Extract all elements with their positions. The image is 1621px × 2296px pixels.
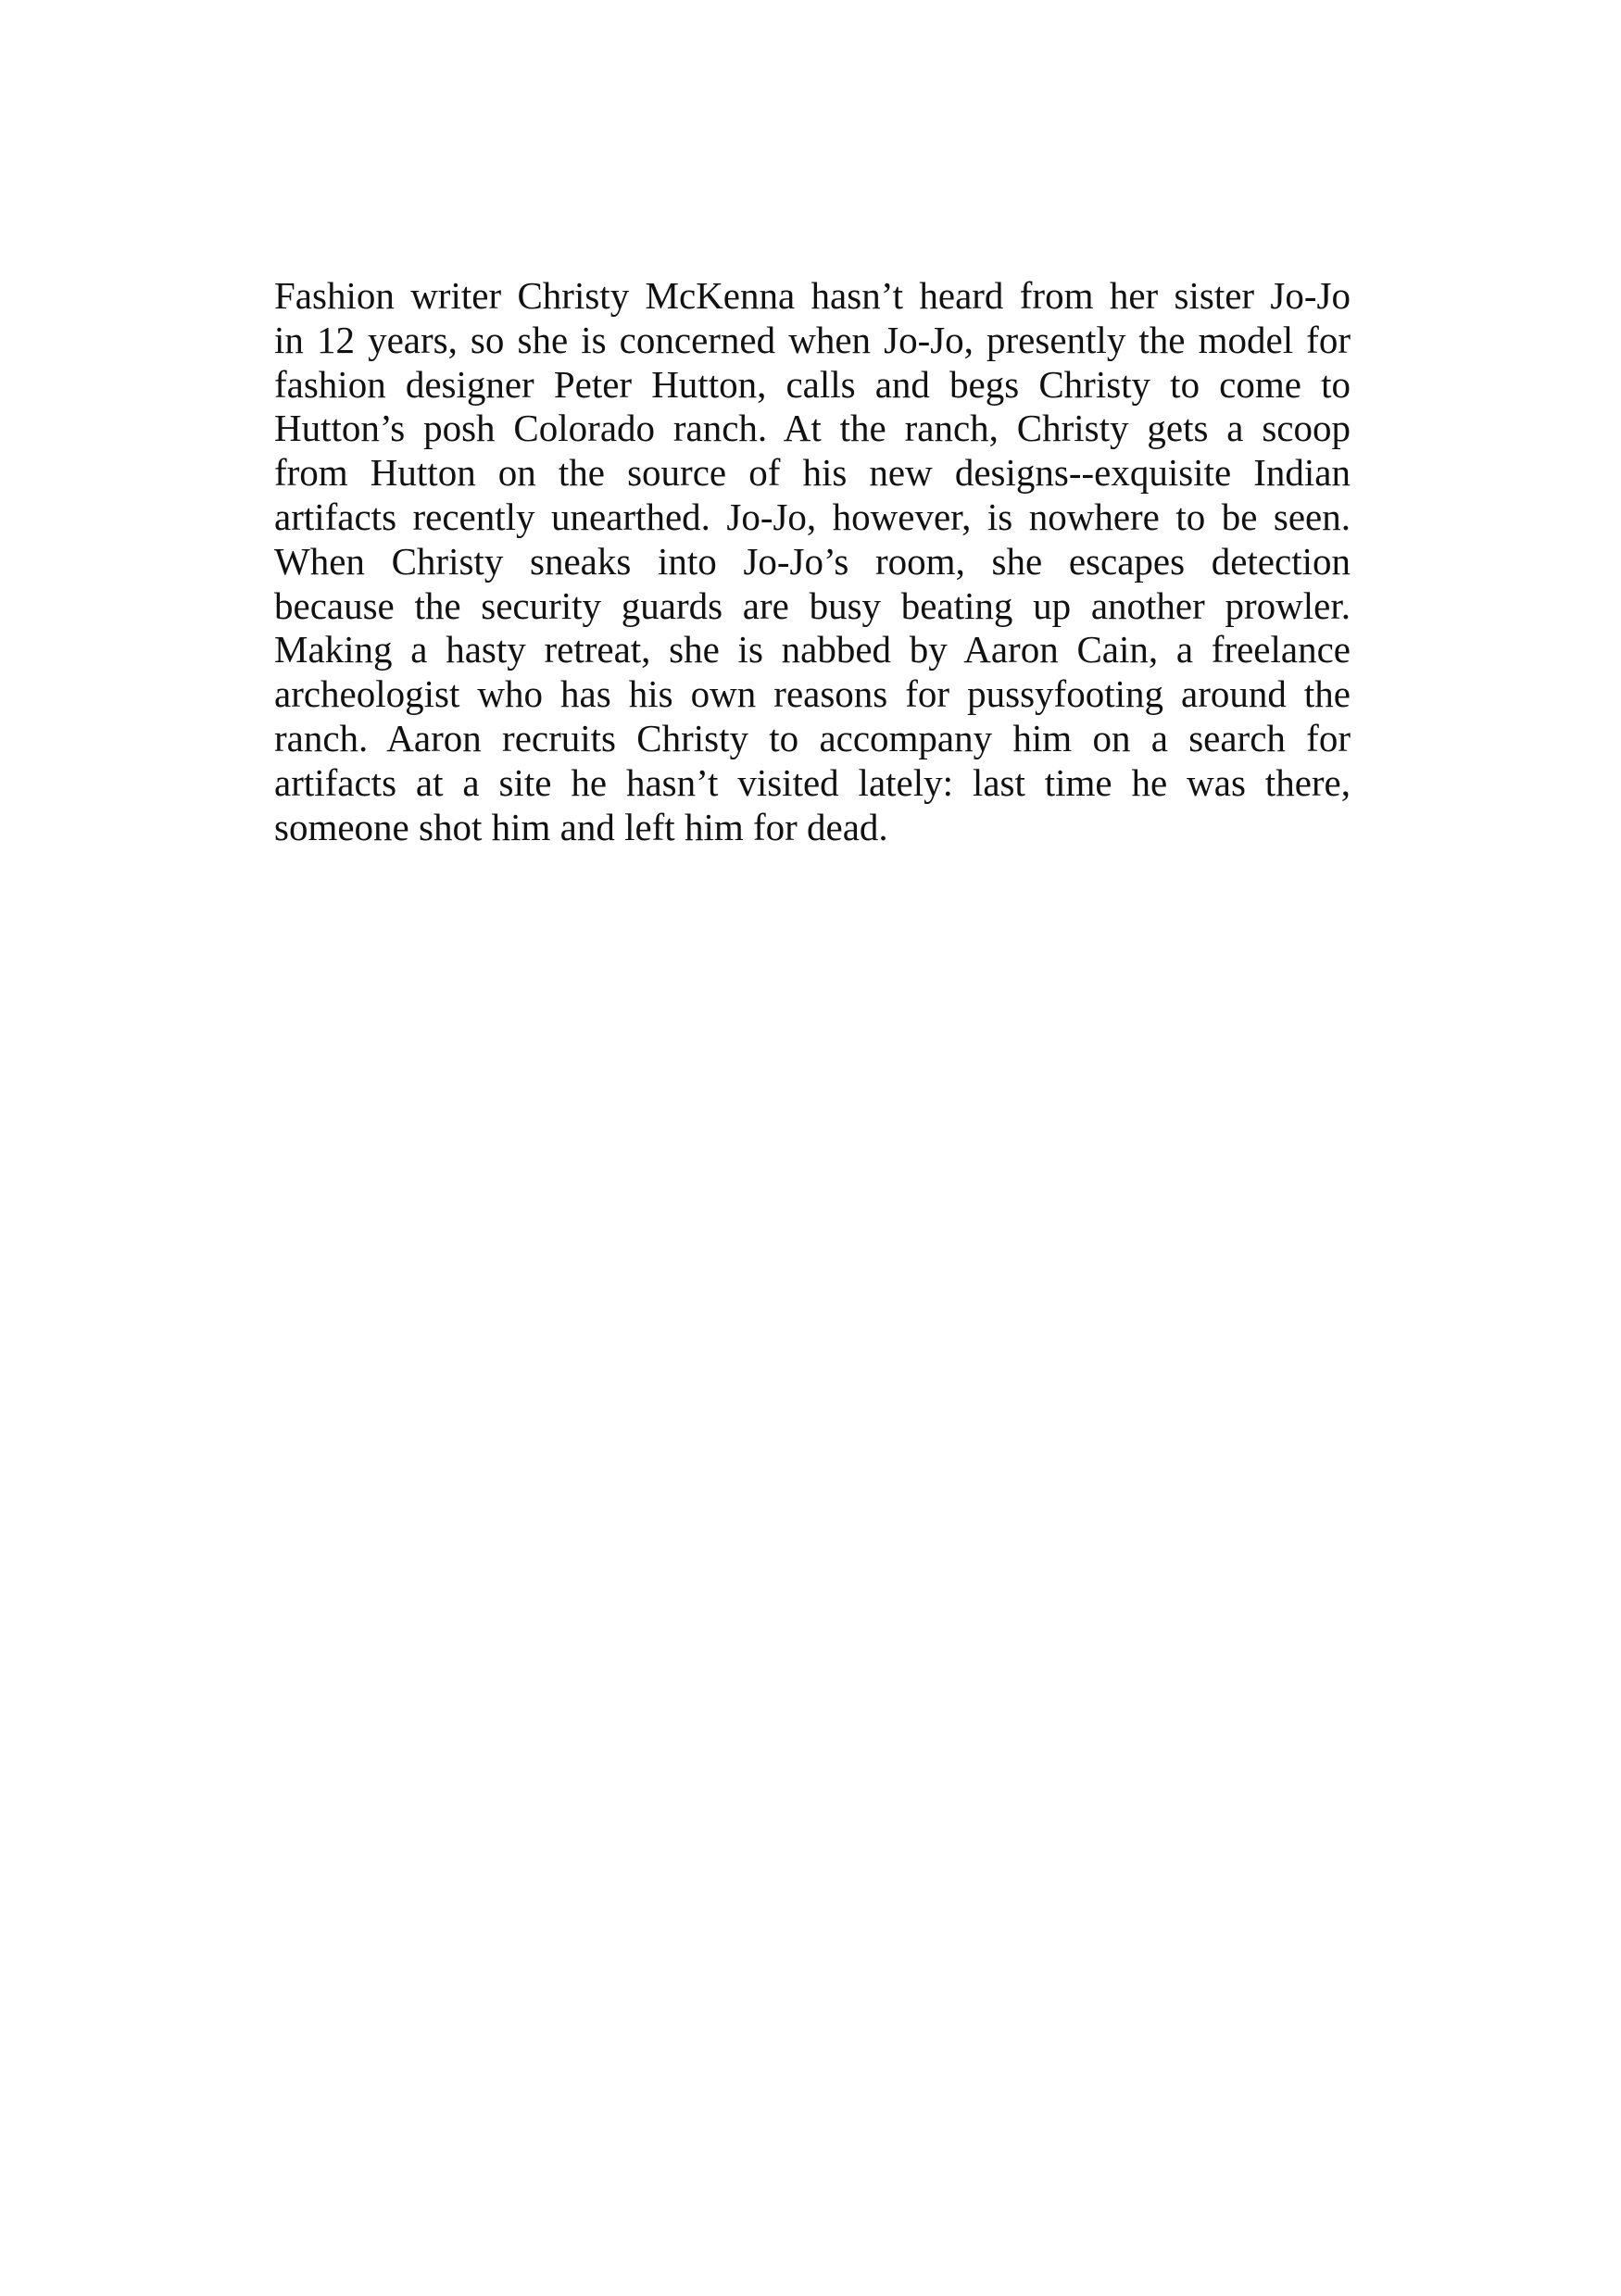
paragraph-line: in 12 years, so she is concerned when Jo-Jo, presently the model for (274, 318, 1351, 361)
synopsis-paragraph (274, 274, 1351, 849)
paragraph-line: Hutton’s posh Colorado ranch. At the ranch, Christy gets a scoop (274, 407, 1351, 450)
paragraph-line: artifacts at a site he hasn’t visited lately: last time he was there, (274, 760, 1351, 804)
paragraph-line: Making a hasty retreat, she is nabbed by Aaron Cain, a freelance (274, 628, 1351, 671)
paragraph-line: fashion designer Peter Hutton, calls and begs Christy to come to (274, 362, 1351, 406)
paragraph-line-last: someone shot him and left him for dead. (274, 805, 888, 848)
paragraph-line: ranch. Aaron recruits Christy to accompany him on a search for (274, 716, 1351, 759)
paragraph-line: because the security guards are busy beating up another prowler. (274, 583, 1351, 627)
paragraph-line: artifacts recently unearthed. Jo-Jo, however, is nowhere to be seen. (274, 495, 1351, 538)
paragraph-line: When Christy sneaks into Jo-Jo’s room, she escapes detection (274, 539, 1351, 583)
paragraph-line: archeologist who has his own reasons for pussyfooting around the (274, 672, 1351, 716)
paragraph-line: Fashion writer Christy McKenna hasn’t heard from her sister Jo-Jo (274, 274, 1351, 317)
paragraph-line: from Hutton on the source of his new designs--exquisite Indian (274, 451, 1351, 495)
